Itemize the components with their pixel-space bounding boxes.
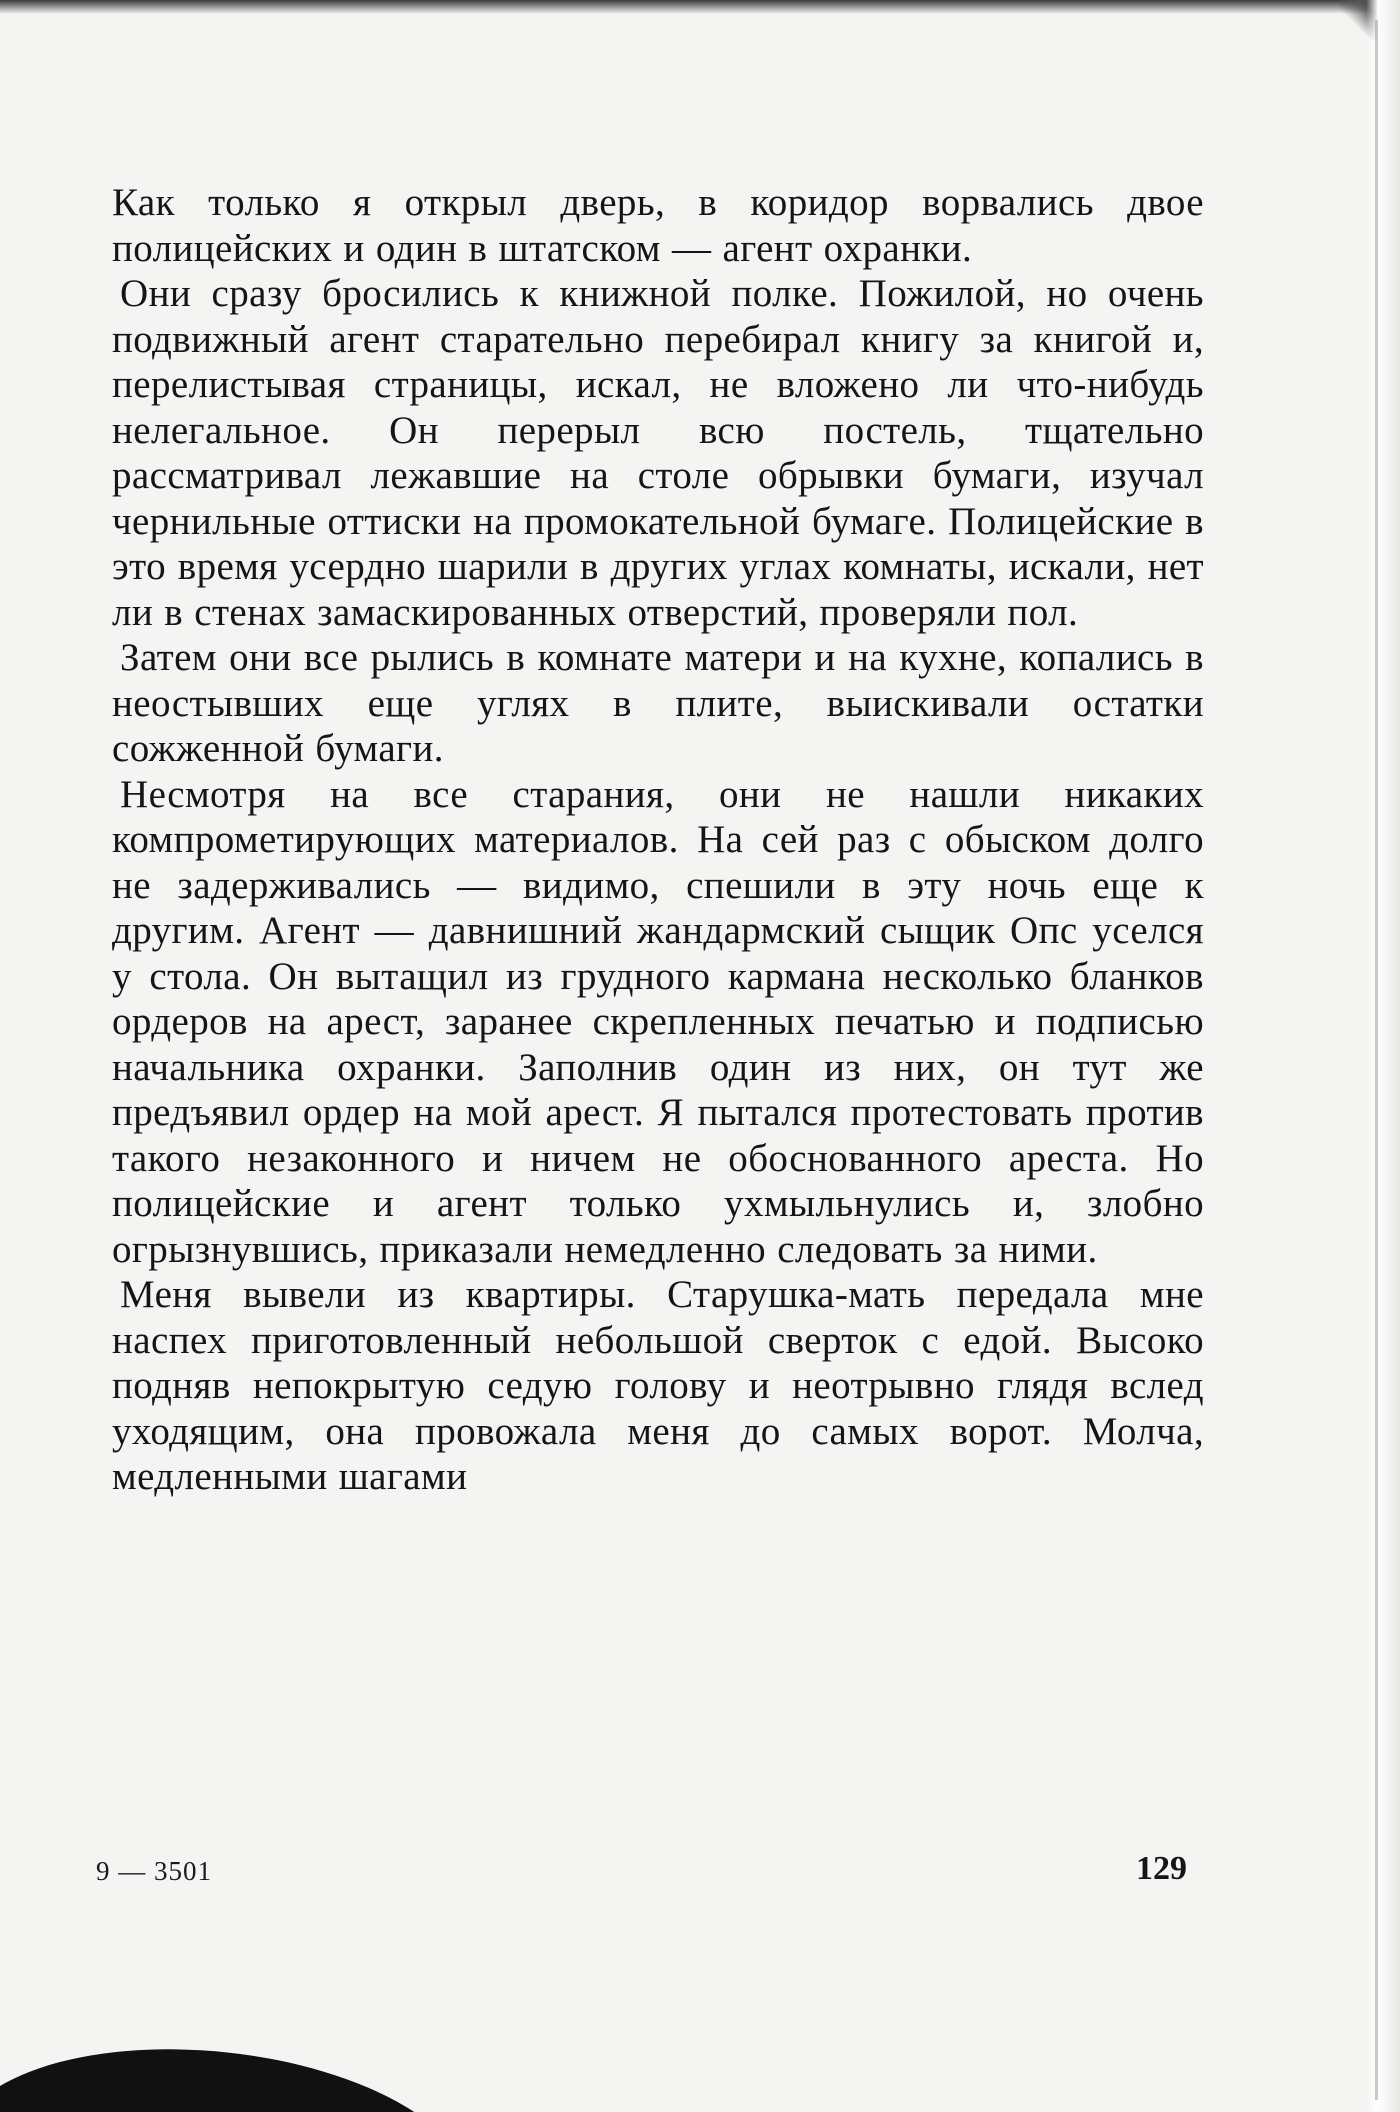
page-gutter-line bbox=[1375, 20, 1378, 2100]
paragraph-2: Они сразу бросились к книжной полке. Пожилой, но очень подвижный агент старательно перебирал книгу за книгой и, перелистывая страницы, искал, не вложено ли что-нибудь нелегальное. Он перерыл всю постель, тщательно рассматривал лежавшие на столе обрывки бумаги, изучал чернильные оттиски на промокательной бумаге. Полицейские в это время усердно шарили в других углах комнаты, искали, нет ли в стенах замаскированных отверстий, проверяли пол. bbox=[112, 272, 1204, 634]
paragraph-1: Как только я открыл дверь, в коридор ворвались двое полицейских и один в штатском — агент охранки. bbox=[112, 181, 1204, 270]
scan-edge-top bbox=[0, 0, 1400, 14]
paragraph-3: Затем они все рылись в комнате матери и на кухне, копались в неостывших еще углях в плите, выискивали остатки сожженной бумаги. bbox=[112, 636, 1204, 770]
printer-signature: 9 — 3501 bbox=[96, 1856, 212, 1886]
body-text bbox=[112, 180, 1204, 1500]
paragraph-4: Несмотря на все старания, они не нашли никаких компрометирующих материалов. На сей раз с обыском долго не задерживались — видимо, спешили в эту ночь еще к другим. Агент — давнишний жандармский сыщик Опс уселся у стола. Он вытащил из грудного кармана несколько бланков ордеров на арест, заранее скрепленных печатью и подписью начальника охранки. Заполнив один из них, он тут же предъявил ордер на мой арест. Я пытался протестовать против такого незаконного и ничем не обоснованного ареста. Но полицейские и агент только ухмыльнулись и, злобно огрызнувшись, приказали немедленно следовать за ними. bbox=[112, 772, 1204, 1271]
scan-edge-bottom-shadow bbox=[0, 2025, 485, 2112]
scan-edge-right bbox=[1366, 0, 1400, 2112]
paragraph-5: Меня вывели из квартиры. Старушка-мать передала мне наспех приготовленный небольшой сверток с едой. Высоко подняв непокрытую седую голову и неотрывно глядя вслед уходящим, она провожала меня до самых ворот. Молча, медленными шагами bbox=[112, 1273, 1204, 1498]
page-number: 129 bbox=[1136, 1850, 1187, 1887]
